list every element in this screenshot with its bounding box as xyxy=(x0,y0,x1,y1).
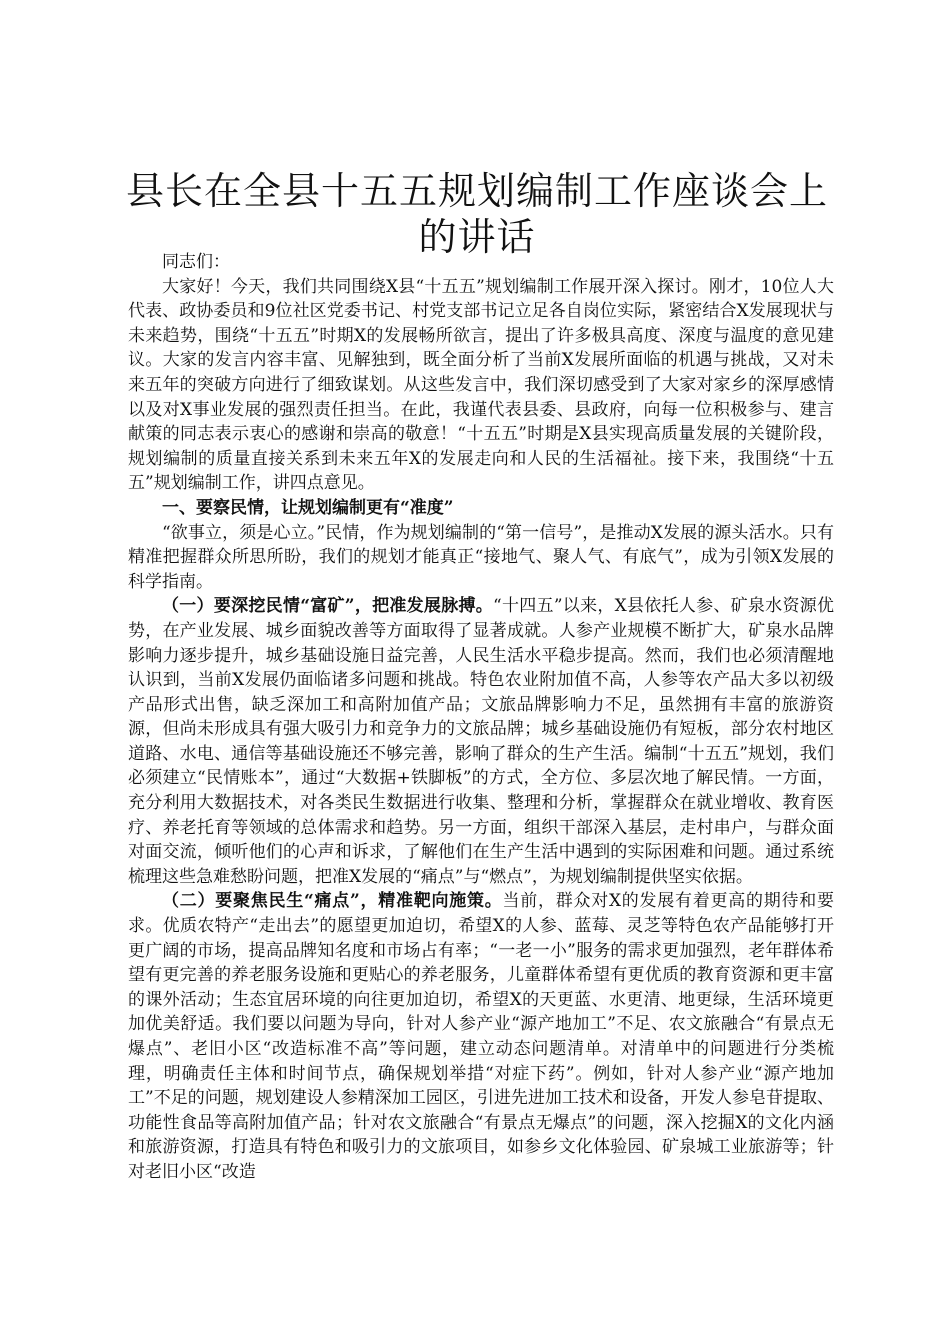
subsection-2-text: 当前，群众对X的发展有着更高的期待和要求。优质农特产“走出去”的愿望更加迫切，希望X的人参、蓝莓、灵芝等特色农产品能够打开更广阔的市场，提高品牌知名度和市场占有率；“一老一小”服务的需求更加强烈，老年群体希望有更完善的养老服务设施和更贴心的养老服务，儿童群体希望有更优质的教育资源和更丰富的课外活动；生态宜居环境的向往更加迫切，希望X的天更蓝、水更清、地更绿，生活环境更加优美舒适。我们要以问题为导向，针对人参产业“源产地加工”不足、农文旅融合“有景点无爆点”、老旧小区“改造标准不高”等问题，建立动态问题清单。对清单中的问题进行分类梳理，明确责任主体和时间节点，确保规划举措“对症下药”。例如，针对人参产业“源产地加工”不足的问题，规划建设人参精深加工园区，引进先进加工技术和设备，开发人参皂苷提取、功能性食品等高附加值产品；针对农文旅融合“有景点无爆点”的问题，深入挖掘X的文化内涵和旅游资源，打造具有特色和吸引力的文旅项目，如参乡文化体验园、矿泉城工业旅游等；针对老旧小区“改造 xyxy=(128,891,834,1182)
subsection-2-lead: （二）要聚焦民生“痛点”，精准靶向施策。 xyxy=(162,891,503,912)
intro-paragraph: 大家好！今天，我们共同围绕X县“十五五”规划编制工作展开深入探讨。刚才，10位人大代表、政协委员和9位社区党委书记、村党支部书记立足各自岗位实际，紧密结合X发展现状与未来趋势，围绕“十五五”时期X的发展畅所欲言，提出了许多极具高度、深度与温度的意见建议。大家的发言内容丰富、见解独到，既全面分析了当前X发展所面临的机遇与挑战，又对未来五年的突破方向进行了细致谋划。从这些发言中，我们深切感受到了大家对家乡的深厚感情以及对X事业发展的强烈责任担当。在此，我谨代表县委、县政府，向每一位积极参与、建言献策的同志表示衷心的感谢和崇高的敬意！“十五五”时期是X县实现高质量发展的关键阶段，规划编制的质量直接关系到未来五年X的发展走向和人民的生活福祉。接下来，我围绕“十五五”规划编制工作，讲四点意见。 xyxy=(128,276,834,494)
subsection-1-text: “十四五”以来，X县依托人参、矿泉水资源优势，在产业发展、城乡面貌改善等方面取得了显著成就。人参产业规模不断扩大，矿泉水品牌影响力逐步提升，城乡基础设施日益完善，人民生活水平稳步提高。然而，我们也必须清醒地认识到，当前X发展仍面临诸多问题和挑战。特色农业附加值不高，人参等农产品大多以初级产品形式出售，缺乏深加工和高附加值产品；文旅品牌影响力不足，虽然拥有丰富的旅游资源，但尚未形成具有强大吸引力和竞争力的文旅品牌；城乡基础设施仍有短板，部分农村地区道路、水电、通信等基础设施还不够完善，影响了群众的生产生活。编制“十五五”规划，我们必须建立“民情账本”，通过“大数据+铁脚板”的方式，全方位、多层次地了解民情。一方面，充分利用大数据技术，对各类民生数据进行收集、整理和分析，掌握群众在就业增收、教育医疗、养老托育等领域的总体需求和趋势。另一方面，组织干部深入基层，走村串户，与群众面对面交流，倾听他们的心声和诉求，了解他们在生产生活中遇到的实际困难和问题。通过系统梳理这些急难愁盼问题，把准X发展的“痛点”与“燃点”，为规划编制提供坚实依据。 xyxy=(128,596,835,887)
document-title: 县长在全县十五五规划编制工作座谈会上的讲话 xyxy=(125,169,828,259)
salutation: 同志们： xyxy=(162,252,230,272)
section-1-intro-paragraph: “欲事立，须是心立。”民情，作为规划编制的“第一信号”，是推动X发展的源头活水。只有精准把握群众所思所盼，我们的规划才能真正“接地气、聚人气、有底气”，成为引领X发展的科学指南。 xyxy=(128,522,834,592)
subsection-1-paragraph xyxy=(128,594,834,889)
section-1-heading: 一、要察民情，让规划编制更有“准度” xyxy=(162,497,454,518)
subsection-1-lead: （一）要深挖民情“富矿”，把准发展脉搏。 xyxy=(162,596,494,617)
document-body xyxy=(128,250,834,1185)
subsection-2-paragraph xyxy=(128,889,834,1184)
